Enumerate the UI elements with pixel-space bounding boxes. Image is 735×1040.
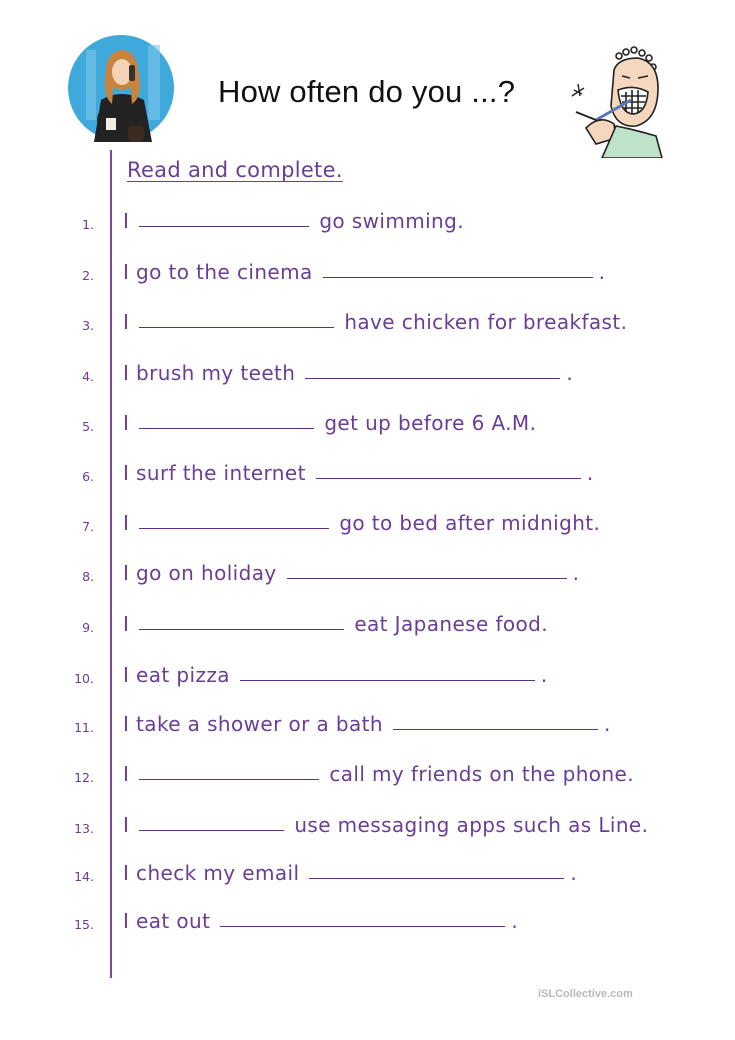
sentence — [123, 461, 594, 485]
answer-blank[interactable] — [139, 628, 344, 630]
sentence-end: have chicken for breakfast. — [344, 310, 628, 334]
worksheet-title: How often do you ...? — [218, 74, 516, 109]
answer-blank[interactable] — [139, 225, 309, 227]
sentence-start: I — [123, 762, 130, 786]
sentence-end: eat Japanese food. — [354, 612, 549, 636]
item-number: 3. — [82, 318, 94, 333]
sentence — [123, 310, 627, 334]
exercise-item — [0, 608, 735, 648]
exercise-item — [0, 306, 735, 346]
sentence-start: I — [123, 310, 130, 334]
sentence-start: I surf the internet — [123, 461, 306, 485]
sentence-start: I eat out — [123, 909, 211, 933]
sentence-start: I — [123, 209, 130, 233]
item-number: 8. — [82, 569, 94, 584]
item-number: 4. — [82, 369, 94, 384]
sentence — [123, 909, 518, 933]
sentence-end: call my friends on the phone. — [329, 762, 634, 786]
answer-blank[interactable] — [309, 877, 564, 879]
sentence-end: . — [572, 561, 580, 585]
item-number: 10. — [74, 671, 94, 686]
answer-blank[interactable] — [220, 925, 505, 927]
sentence-end: go swimming. — [319, 209, 464, 233]
sentence — [123, 209, 464, 233]
item-number: 12. — [74, 770, 94, 785]
answer-blank[interactable] — [139, 829, 284, 831]
sentence-start: I — [123, 411, 130, 435]
sentence-start: I take a shower or a bath — [123, 712, 383, 736]
answer-blank[interactable] — [139, 326, 334, 328]
sentence — [123, 561, 579, 585]
sentence-start: I — [123, 511, 130, 535]
exercise-item — [0, 256, 735, 296]
answer-blank[interactable] — [139, 527, 329, 529]
sentence — [123, 411, 536, 435]
item-number: 9. — [82, 620, 94, 635]
answer-blank[interactable] — [305, 377, 560, 379]
exercise-item — [0, 857, 735, 897]
item-number: 2. — [82, 268, 94, 283]
item-number: 7. — [82, 519, 94, 534]
item-number: 14. — [74, 869, 94, 884]
exercise-item — [0, 357, 735, 397]
sentence — [123, 511, 600, 535]
woman-phone-illustration — [66, 30, 176, 148]
item-number: 5. — [82, 419, 94, 434]
sentence — [123, 861, 577, 885]
sentence-start: I — [123, 612, 130, 636]
exercise-item — [0, 457, 735, 497]
sentence-end: . — [566, 361, 574, 385]
sentence — [123, 712, 611, 736]
sentence-end: use messaging apps such as Line. — [294, 813, 649, 837]
answer-blank[interactable] — [316, 477, 581, 479]
sentence-start: I check my email — [123, 861, 300, 885]
sentence — [123, 762, 634, 786]
exercise-item — [0, 407, 735, 447]
item-number: 1. — [82, 217, 94, 232]
sentence-end: go to bed after midnight. — [339, 511, 601, 535]
sentence-start: I eat pizza — [123, 663, 230, 687]
answer-blank[interactable] — [139, 427, 314, 429]
sentence — [123, 260, 605, 284]
item-number: 13. — [74, 821, 94, 836]
sentence-end: get up before 6 A.M. — [324, 411, 537, 435]
exercise-item — [0, 708, 735, 748]
sentence-end: . — [603, 712, 611, 736]
answer-blank[interactable] — [139, 778, 319, 780]
exercise-item — [0, 758, 735, 798]
sentence-start: I — [123, 813, 130, 837]
exercise-item — [0, 557, 735, 597]
sentence — [123, 813, 648, 837]
sentence — [123, 361, 573, 385]
sentence-end: . — [511, 909, 519, 933]
answer-blank[interactable] — [287, 577, 567, 579]
sentence-end: . — [540, 663, 548, 687]
exercise-item — [0, 809, 735, 849]
sentence-end: . — [598, 260, 606, 284]
sentence-start: I go on holiday — [123, 561, 277, 585]
sentence — [123, 663, 548, 687]
item-number: 15. — [74, 917, 94, 932]
sentence-end: . — [570, 861, 578, 885]
watermark: iSLCollective.com — [538, 988, 633, 1000]
item-number: 11. — [74, 720, 94, 735]
item-number: 6. — [82, 469, 94, 484]
instructions-heading: Read and complete. — [127, 158, 343, 182]
exercise-item — [0, 205, 735, 245]
answer-blank[interactable] — [240, 679, 535, 681]
sentence — [123, 612, 548, 636]
exercise-item — [0, 905, 735, 945]
sentence-end: . — [586, 461, 594, 485]
answer-blank[interactable] — [323, 276, 593, 278]
sentence-start: I brush my teeth — [123, 361, 296, 385]
exercise-item — [0, 659, 735, 699]
answer-blank[interactable] — [393, 728, 598, 730]
sentence-start: I go to the cinema — [123, 260, 313, 284]
man-brushing-teeth-illustration — [566, 40, 666, 158]
exercise-item — [0, 507, 735, 547]
